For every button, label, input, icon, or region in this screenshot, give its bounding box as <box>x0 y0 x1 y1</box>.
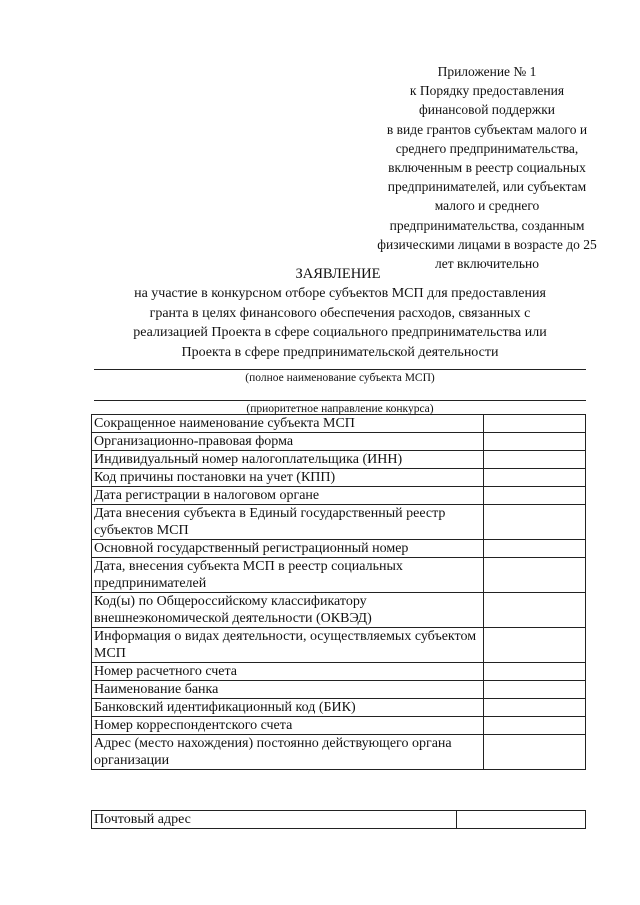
table-row <box>92 717 586 735</box>
subtitle-line: гранта в целях финансового обеспечения расходов, связанных с <box>149 305 531 321</box>
annex-line: лет включительно <box>434 256 540 272</box>
row-value-cell[interactable] <box>484 505 586 540</box>
row-value-cell[interactable] <box>484 628 586 663</box>
row-value-cell[interactable] <box>484 540 586 558</box>
annex-line: малого и среднего <box>434 198 540 214</box>
table-row <box>92 735 586 770</box>
row-value-cell[interactable] <box>484 699 586 717</box>
subtitle-line: Проекта в сфере предпринимательской деятельности <box>181 344 499 360</box>
direction-caption: (приоритетное направление конкурса) <box>246 403 434 415</box>
row-value-cell[interactable] <box>484 469 586 487</box>
row-value-cell[interactable] <box>484 451 586 469</box>
row-label: Код причины постановки на учет (КПП) <box>92 469 484 487</box>
table-row <box>92 628 586 663</box>
table-row <box>92 451 586 469</box>
row-label: Сокращенное наименование субъекта МСП <box>92 415 484 433</box>
row-label: Основной государственный регистрационный номер <box>92 540 484 558</box>
table-row <box>92 540 586 558</box>
row-value-cell[interactable] <box>484 558 586 593</box>
table-row <box>92 558 586 593</box>
postal-address-label: Почтовый адрес <box>92 811 457 829</box>
row-label: Номер расчетного счета <box>92 663 484 681</box>
table-row <box>92 699 586 717</box>
row-value-cell[interactable] <box>484 433 586 451</box>
row-label: Код(ы) по Общероссийскому классификатору внешнеэкономической деятельности (ОКВЭД) <box>92 593 484 628</box>
postal-address-value-cell[interactable] <box>457 811 586 829</box>
row-value-cell[interactable] <box>484 415 586 433</box>
table-row <box>92 505 586 540</box>
direction-fill-line[interactable] <box>94 400 586 401</box>
annex-line: среднего предпринимательства, <box>395 140 579 156</box>
row-value-cell[interactable] <box>484 487 586 505</box>
table-row <box>92 487 586 505</box>
row-label: Дата регистрации в налоговом органе <box>92 487 484 505</box>
row-value-cell[interactable] <box>484 735 586 770</box>
annex-line: к Порядку предоставления <box>409 83 565 99</box>
annex-block <box>352 62 622 273</box>
row-label: Банковский идентификационный код (БИК) <box>92 699 484 717</box>
row-value-cell[interactable] <box>484 717 586 735</box>
annex-line: физическими лицами в возрасте до 25 <box>377 236 597 252</box>
applicant-info-table <box>91 414 586 770</box>
annex-line: Приложение № 1 <box>437 64 537 79</box>
table-row <box>92 681 586 699</box>
row-value-cell[interactable] <box>484 663 586 681</box>
annex-line: предпринимательства, созданным <box>389 217 585 233</box>
row-label: Адрес (место нахождения) постоянно действующего органа организации <box>92 735 484 770</box>
row-label: Дата, внесения субъекта МСП в реестр социальных предпринимателей <box>92 558 484 593</box>
annex-line: в виде грантов субъектам малого и <box>386 121 588 137</box>
table-row <box>92 811 586 829</box>
full-name-fill-line[interactable] <box>94 369 586 370</box>
row-label: Индивидуальный номер налогоплательщика (ИНН) <box>92 451 484 469</box>
annex-line: предпринимателей, или субъектам <box>387 179 587 195</box>
annex-line: финансовой поддержки <box>419 102 555 118</box>
row-label: Организационно-правовая форма <box>92 433 484 451</box>
document-subtitle <box>80 284 600 362</box>
row-label: Информация о видах деятельности, осуществляемых субъектом МСП <box>92 628 484 663</box>
subtitle-line: на участие в конкурсном отборе субъектов МСП для предоставления <box>134 286 546 301</box>
table-row <box>92 663 586 681</box>
row-label: Наименование банка <box>92 681 484 699</box>
row-value-cell[interactable] <box>484 593 586 628</box>
full-name-caption: (полное наименование субъекта МСП) <box>245 372 435 384</box>
row-label: Дата внесения субъекта в Единый государственный реестр субъектов МСП <box>92 505 484 540</box>
postal-address-table <box>91 810 586 829</box>
annex-line: включенным в реестр социальных <box>388 160 586 176</box>
document-title: ЗАЯВЛЕНИЕ <box>295 266 381 282</box>
row-value-cell[interactable] <box>484 681 586 699</box>
subtitle-line: реализацией Проекта в сфере социального предпринимательства или <box>133 325 547 340</box>
table-row <box>92 593 586 628</box>
row-label: Номер корреспондентского счета <box>92 717 484 735</box>
table-row <box>92 433 586 451</box>
table-row <box>92 415 586 433</box>
table-row <box>92 469 586 487</box>
